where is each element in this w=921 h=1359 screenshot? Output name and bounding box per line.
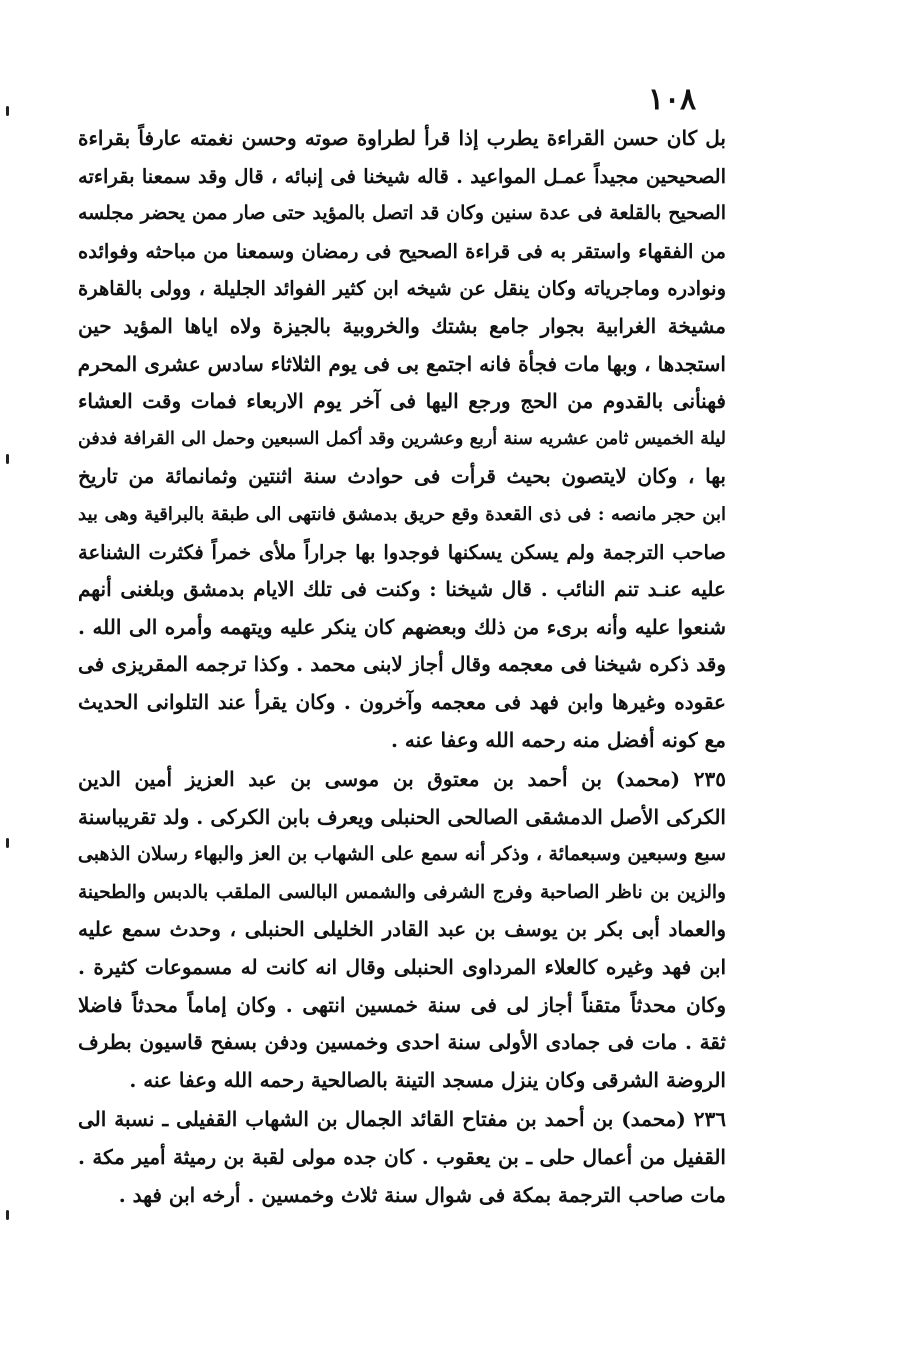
text-line: ٢٣٥ (محمد) بن أحمد بن معتوق بن موسى بن عبد العزيز أمين الدين bbox=[78, 767, 726, 792]
text-line: الصحيح بالقلعة فى عدة سنين وكان قد اتصل بالمؤيد حتى صار ممن يحضر مجلسه bbox=[78, 202, 726, 225]
text-line: صاحب الترجمة ولم يسكن يسكنها فوجدوا بها جراراً ملأى خمراً فكثرت الشناعة bbox=[78, 540, 726, 564]
page-text bbox=[78, 120, 726, 1214]
text-line: سبع وسبعين وسبعمائة ، وذكر أنه سمع على الشهاب بن العز والبهاء رسلان الذهبى bbox=[78, 843, 726, 866]
paragraph bbox=[78, 761, 726, 1099]
text-line: شنعوا عليه وأنه برىء من ذلك وبعضهم كان ينكر عليه ويتهمه وأمره الى الله . bbox=[78, 614, 726, 639]
text-line: ابن فهد وغيره كالعلاء المرداوى الحنبلى وقال انه كانت له مسموعات كثيرة . bbox=[78, 955, 726, 980]
text-line: عليه عنـد تنم النائب . قال شيخنا : وكنت فى تلك الايام بدمشق وبلغنى أنهم bbox=[78, 577, 726, 602]
text-line: بها ، وكان لايتصون بحيث قرأت فى حوادث سنة اثنتين وثمانمائة من تاريخ bbox=[78, 464, 726, 489]
text-line: القفيل من أعمال حلى ـ بن يعقوب . كان جده مولى لقبة بن رميثة أمير مكة . bbox=[78, 1145, 726, 1170]
text-line: بل كان حسن القراءة يطرب إذا قرأ لطراوة صوته وحسن نغمته عارفاً بقراءة bbox=[78, 126, 726, 150]
text-line: الصحيحين مجيداً عمـل المواعيد . قاله شيخنا فى إنبائه ، قال وقد سمعنا بقراءته bbox=[78, 164, 726, 188]
text-line: ونوادره وماجرياته وكان ينقل عن شيخه ابن كثير الفوائد الجليلة ، وولى بالقاهرة bbox=[78, 277, 726, 301]
paragraph bbox=[78, 120, 726, 759]
paragraph bbox=[78, 1101, 726, 1214]
text-line: وقد ذكره شيخنا فى معجمه وقال أجاز لابنى محمد . وكذا ترجمه المقريزى فى bbox=[78, 652, 726, 677]
text-line: فهنأنى بالقدوم من الحج ورجع اليها فى آخر يوم الاربعاء فمات وقت العشاء bbox=[78, 389, 726, 414]
margin-mark bbox=[6, 454, 9, 464]
margin-mark bbox=[6, 838, 9, 848]
text-line: استجدها ، وبها مات فجأة فانه اجتمع بى فى يوم الثلاثاء سادس عشرى المحرم bbox=[78, 351, 726, 376]
text-line: والزين بن ناظر الصاحبة وفرج الشرفى والشمس البالسى الملقب بالدبس والطحينة bbox=[78, 881, 726, 903]
text-line: عقوده وغيرها وابن فهد فى معجمه وآخرون . وكان يقرأ عند التلوانى الحديث bbox=[78, 689, 726, 714]
text-line: ليلة الخميس ثامن عشريه سنة أربع وعشرين وقد أكمل السبعين وحمل الى القرافة فدفن bbox=[78, 428, 726, 449]
text-line: الكركى الأصل الدمشقى الصالحى الحنبلى ويعرف بابن الكركى . ولد تقريباسنة bbox=[78, 804, 726, 829]
margin-mark bbox=[6, 106, 9, 116]
margin-mark bbox=[6, 1210, 9, 1220]
text-line: الروضة الشرقى وكان ينزل مسجد التينة بالصالحية رحمه الله وعفا عنه . bbox=[129, 1067, 726, 1092]
text-line: وكان محدثاً متقناً أجاز لى فى سنة خمسين انتهى . وكان إماماً محدثاً فاضلا bbox=[78, 992, 726, 1017]
text-line: مشيخة الغرابية بجوار جامع بشتك والخروبية بالجيزة ولاه اياها المؤيد حين bbox=[78, 313, 726, 338]
page-number: ١٠٨ bbox=[647, 82, 697, 117]
text-line: ٢٣٦ (محمد) بن أحمد بن مفتاح القائد الجمال بن الشهاب القفيلى ـ نسبة الى bbox=[78, 1107, 726, 1132]
text-line: مات صاحب الترجمة بمكة فى شوال سنة ثلاث وخمسين . أرخه ابن فهد . bbox=[118, 1182, 726, 1207]
text-line: والعماد أبى بكر بن يوسف بن عبد القادر الخليلى الحنبلى ، وحدث سمع عليه bbox=[78, 917, 726, 942]
text-line: مع كونه أفضل منه رحمه الله وعفا عنه . bbox=[390, 727, 726, 752]
text-line: ثقة . مات فى جمادى الأولى سنة احدى وخمسين ودفن بسفح قاسيون بطرف bbox=[78, 1030, 726, 1055]
text-line: ابن حجر مانصه : فى ذى القعدة وقع حريق بدمشق فانتهى الى طبقة بالبراقية وهى بيد bbox=[78, 503, 726, 525]
text-line: من الفقهاء واستقر به فى قراءة الصحيح فى رمضان وسمعنا من مباحثه وفوائده bbox=[78, 239, 726, 263]
